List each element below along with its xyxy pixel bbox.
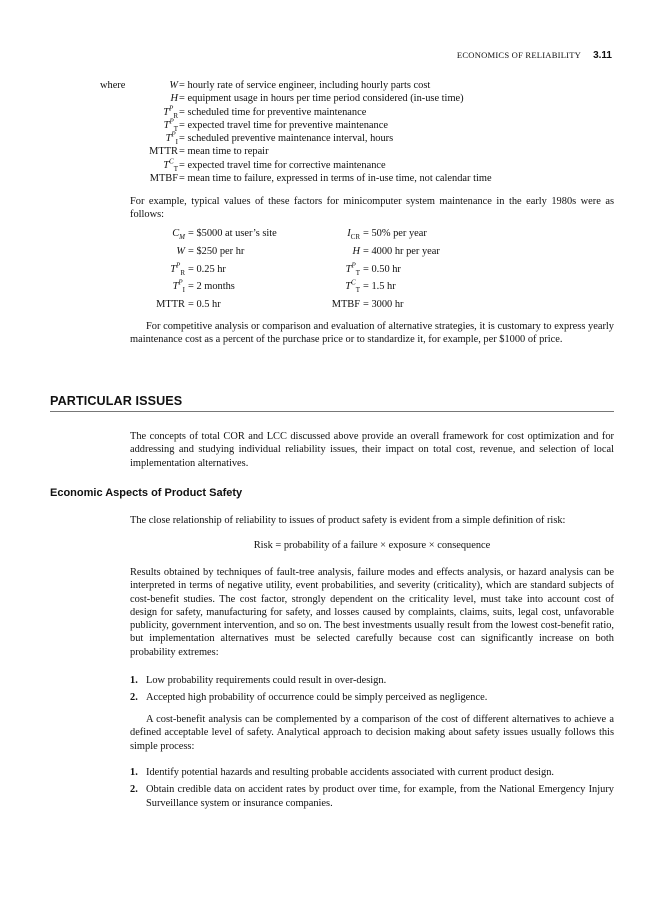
definition-text: = scheduled time for preventive maintenance — [179, 106, 367, 118]
value-symbol: $T^P_R$ — [170, 261, 185, 277]
competitive-analysis-paragraph: For competitive analysis or comparison and evaluation of alternative strategies, it is customary to express yearly maintenance cost as a percent of the purchase price or to standardize it, for example, per $1000 of price. — [130, 321, 614, 346]
value-symbol: MTBF — [331, 299, 360, 311]
definition-row — [100, 79, 492, 92]
definition-row — [100, 119, 492, 132]
definition-text: = hourly rate of service engineer, including hourly parts cost — [179, 80, 431, 91]
definition-text: = mean time to failure, expressed in terms of in-use time, not calendar time — [179, 173, 492, 185]
definition-symbol: $T^P_R$ — [163, 104, 178, 120]
list-item — [130, 783, 614, 810]
definition-symbol: MTTR — [149, 146, 178, 158]
list-text: Obtain credible data on accident rates by product over time, for example, from the National Emergency Injury Surveillance system or insurance companies. — [146, 784, 614, 809]
list-number: 1. — [130, 675, 138, 686]
value-text: = 2 months — [188, 281, 235, 293]
cost-benefit-paragraph: A cost-benefit analysis can be complemented by a comparison of the cost of different alternatives to achieve a defined acceptable level of safety. Analytical approach to decision making about safety issues usually follows this simple process: — [130, 714, 614, 752]
list-item — [130, 691, 614, 704]
process-steps-list — [130, 766, 614, 810]
definition-symbol: $T^P_T$ — [163, 117, 178, 133]
risk-extremes-list — [130, 674, 614, 705]
value-text: = 50% per year — [363, 228, 427, 239]
subsection-heading: Economic Aspects of Product Safety — [50, 487, 243, 499]
value-text: = 1.5 hr — [363, 281, 396, 293]
value-symbol: $T^C_T$ — [345, 278, 360, 295]
definition-text: = scheduled preventive maintenance interval, hours — [179, 133, 394, 145]
definition-row — [100, 106, 492, 119]
definition-symbol: H — [170, 93, 178, 105]
typical-values-table — [130, 227, 450, 316]
value-row — [130, 263, 450, 281]
definition-row — [100, 172, 492, 185]
value-text: = 0.25 hr — [188, 263, 226, 275]
running-title: ECONOMICS OF RELIABILITY — [456, 50, 582, 60]
definition-row — [100, 159, 492, 172]
definitions-list — [100, 79, 492, 185]
section-intro-paragraph: The concepts of total COR and LCC discussed above provide an overall framework for cost optimization and for addressing and studying individual reliability issues, their impact on total cost, revenue, and selection of local implementation alternatives. — [130, 431, 614, 469]
definition-text: = expected travel time for preventive maintenance — [179, 119, 388, 131]
value-symbol: MTTR — [156, 299, 185, 311]
value-text: = 0.5 hr — [188, 299, 221, 311]
value-symbol: $C_M$ — [172, 228, 185, 242]
value-text: = $5000 at user’s site — [188, 228, 277, 239]
page-number: 3.11 — [593, 50, 612, 61]
value-text: = 3000 hr — [363, 299, 404, 311]
where-word: where — [100, 80, 126, 91]
definition-text: = mean time to repair — [179, 146, 269, 158]
list-item — [130, 766, 614, 779]
value-row — [130, 227, 450, 245]
section-heading: PARTICULAR ISSUES — [50, 394, 183, 408]
list-number: 2. — [130, 692, 138, 704]
value-symbol: $T^P_T$ — [345, 261, 360, 277]
definition-symbol: W — [169, 80, 178, 91]
definition-text: = equipment usage in hours per time period considered (in-use time) — [179, 93, 464, 105]
value-symbol: W — [176, 245, 185, 257]
list-text: Identify potential hazards and resulting probable accidents associated with current product design. — [146, 767, 554, 778]
example-intro-paragraph: For example, typical values of these factors for minicomputer system maintenance in the early 1980s were as follows: — [130, 196, 614, 221]
definition-row — [100, 145, 492, 158]
risk-equation: Risk = probability of a failure × exposure × consequence — [253, 540, 491, 551]
running-header — [457, 49, 612, 62]
list-text: Low probability requirements could result in over-design. — [146, 675, 387, 686]
list-item — [130, 674, 614, 687]
definition-row — [100, 132, 492, 145]
risk-lead-paragraph: The close relationship of reliability to issues of product safety is evident from a simple definition of risk: — [130, 515, 566, 526]
value-text: = 0.50 hr — [363, 263, 401, 275]
results-paragraph: Results obtained by techniques of fault-tree analysis, failure modes and effects analysis, or hazard analysis can be interpreted in terms of negative utility, event probabilities, and severity (criticality), which are standard subjects of cost-benefit studies. The cost factor, strongly dependent on the criticality level, must take into account cost of design for safety, manufacturing for safety, and losses caused by complaints, claims, suits, legal cost, unfavorable publicity, government intervention, and so on. The best investments usually result from the lowest cost-benefit ratio, but implementation alternatives must be selected carefully because cost can significantly increase on both probability extremes: — [130, 567, 614, 658]
definition-row — [100, 92, 492, 105]
value-row — [130, 298, 450, 316]
value-text: = $250 per hr — [188, 245, 245, 257]
list-number: 1. — [130, 767, 138, 778]
definition-symbol: $T^C_T$ — [163, 157, 178, 173]
value-symbol: H — [352, 245, 360, 257]
definition-symbol: MTBF — [149, 173, 178, 185]
value-symbol: $I_{CR}$ — [347, 228, 360, 242]
value-text: = 4000 hr per year — [363, 245, 440, 257]
list-text: Accepted high probability of occurrence could be simply perceived as negligence. — [146, 692, 488, 704]
value-row — [130, 245, 450, 263]
section-divider — [50, 411, 614, 412]
definition-symbol: $T^P_I$ — [165, 130, 178, 147]
definition-text: = expected travel time for corrective maintenance — [179, 159, 386, 171]
value-symbol: $T^P_I$ — [172, 278, 185, 295]
list-number: 2. — [130, 784, 138, 796]
value-row — [130, 280, 450, 298]
